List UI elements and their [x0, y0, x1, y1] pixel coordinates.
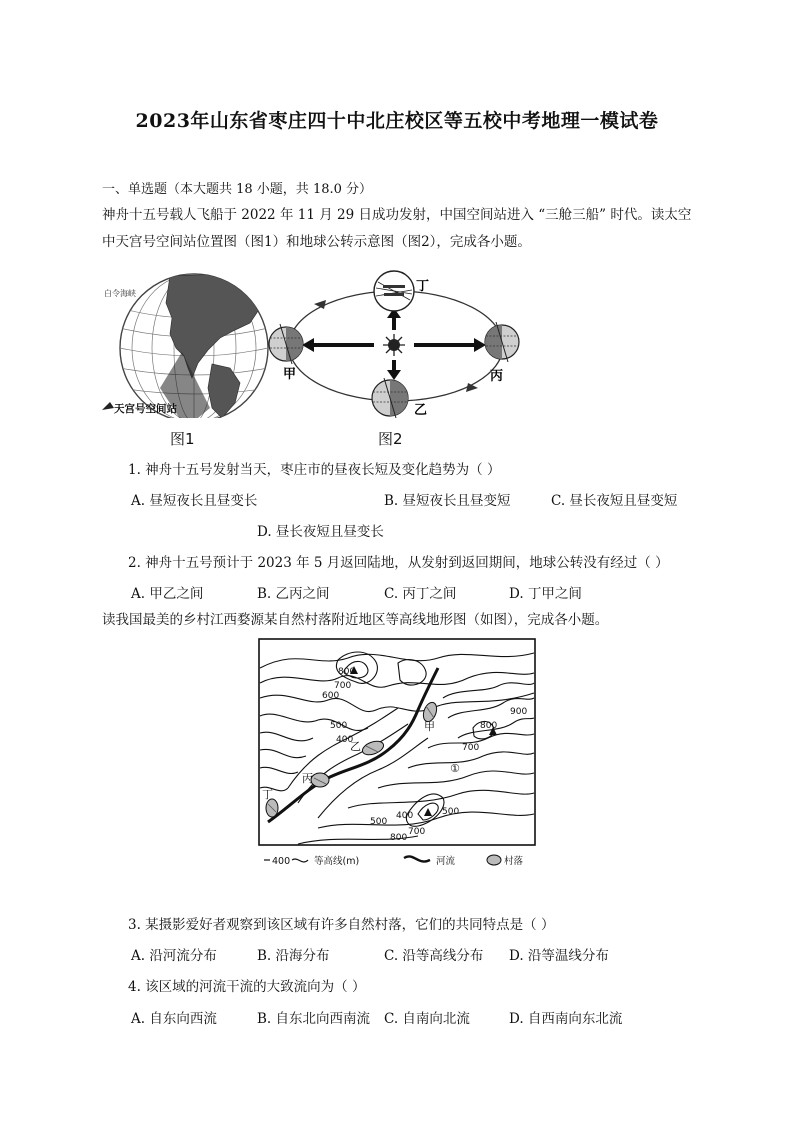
question-3-option-b[interactable]: B. 沿海分布	[257, 948, 330, 964]
question-4-option-d[interactable]: D. 自西南向东北流	[509, 1011, 623, 1027]
place-bing: 丙	[302, 772, 313, 785]
figure1-globe	[100, 268, 275, 418]
sun-icon	[383, 334, 405, 356]
question-1-option-d[interactable]: D. 昼长夜短且昼变长	[257, 524, 384, 540]
page-title: 2023年山东省枣庄四十中北庄校区等五校中考地理一模试卷	[135, 110, 659, 132]
earth-right-icon	[485, 322, 519, 362]
question-4-stem: 4. 该区域的河流干流的大致流向为（ ）	[128, 979, 366, 995]
village-bing	[311, 773, 329, 787]
question-3-stem: 3. 某摄影爱好者观察到该区域有许多自然村落，它们的共同特点是（ ）	[128, 917, 555, 933]
question-2-option-c[interactable]: C. 丙丁之间	[384, 586, 457, 602]
question-1-option-a[interactable]: A. 昼短夜长且昼变长	[131, 493, 258, 509]
earth-left-icon	[269, 324, 303, 364]
contour-map	[258, 638, 538, 873]
question-4-option-b[interactable]: B. 自东北向西南流	[257, 1011, 371, 1027]
legend-river: 河流	[436, 856, 456, 867]
intro-paragraph-1	[102, 202, 702, 256]
figure2-label: 图2	[378, 430, 403, 448]
contour-label: 400	[336, 735, 354, 745]
contour-label: 800	[480, 721, 498, 731]
contour-label: 500	[330, 721, 348, 731]
question-2-stem: 2. 神舟十五号预计于 2023 年 5 月返回陆地，从发射到返回期间，地球公转没有经过（ ）	[128, 555, 669, 571]
contour-label: 800	[338, 667, 356, 677]
marker-1: ①	[450, 762, 460, 775]
legend-contour: 等高线(m)	[314, 856, 360, 867]
question-1-stem: 1. 神舟十五号发射当天，枣庄市的昼夜长短及变化趋势为（ ）	[128, 462, 501, 478]
contour-label: 700	[462, 743, 480, 753]
legend-contour-value: 400	[272, 856, 291, 867]
question-2-option-b[interactable]: B. 乙丙之间	[257, 586, 330, 602]
legend-village-icon	[487, 855, 501, 865]
position-bing: 丙	[490, 369, 504, 384]
place-yi: 乙	[350, 740, 361, 753]
question-2-option-a[interactable]: A. 甲乙之间	[131, 586, 204, 602]
intro-line-2: 中天宫号空间站位置图（图1）和地球公转示意图（图2），完成各小题。	[102, 234, 531, 250]
position-yi: 乙	[414, 403, 428, 418]
earth-bottom-icon	[372, 378, 408, 418]
figure1-label: 图1	[170, 430, 195, 448]
intro-paragraph-2: 读我国最美的乡村江西婺源某自然村落附近地区等高线地形图（如图），完成各小题。	[102, 612, 609, 628]
contour-label: 800	[390, 833, 408, 843]
question-4-option-a[interactable]: A. 自东向西流	[131, 1011, 217, 1027]
question-4-option-c[interactable]: C. 自南向北流	[384, 1011, 470, 1027]
section-header: 一、单选题（本大题共 18 小题，共 18.0 分）	[102, 182, 373, 197]
legend-river-icon	[404, 856, 430, 861]
earth-top-icon	[374, 271, 414, 311]
position-jia: 甲	[283, 367, 297, 382]
contour-label: 500	[370, 817, 388, 827]
question-2-option-d[interactable]: D. 丁甲之间	[509, 586, 582, 602]
figure2-orbit	[266, 268, 526, 423]
space-station-label: 天宫号空间站	[114, 403, 177, 415]
question-3-option-d[interactable]: D. 沿等温线分布	[509, 948, 609, 964]
position-ding: 丁	[416, 279, 430, 294]
contour-label: 900	[510, 707, 528, 717]
contour-label: 500	[442, 807, 460, 817]
contour-label: 600	[322, 691, 340, 701]
question-1-option-b[interactable]: B. 昼短夜长且昼变短	[384, 493, 511, 509]
question-1-option-c[interactable]: C. 昼长夜短且昼变短	[551, 493, 678, 509]
contour-label: 700	[334, 681, 352, 691]
question-3-option-a[interactable]: A. 沿河流分布	[131, 948, 217, 964]
legend-village: 村落	[504, 856, 524, 867]
place-ding: 丁	[262, 788, 273, 801]
contour-label: 400	[396, 811, 414, 821]
place-jia: 甲	[424, 720, 435, 733]
intro-line-1: 神舟十五号载人飞船于 2022 年 11 月 29 日成功发射，中国空间站进入 “三舱三船” 时代。读太空	[102, 207, 692, 223]
bering-strait-label: 白令海峡	[104, 289, 136, 298]
contour-label: 700	[408, 827, 426, 837]
question-3-option-c[interactable]: C. 沿等高线分布	[384, 948, 484, 964]
